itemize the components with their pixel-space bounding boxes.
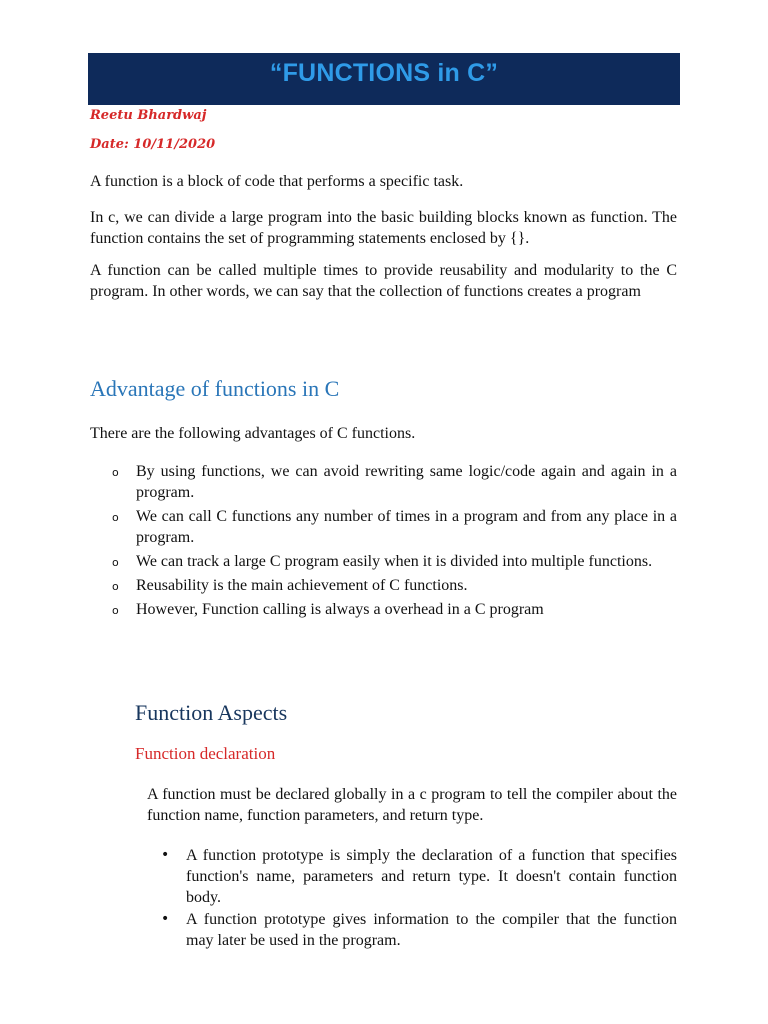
intro-paragraph-1: A function is a block of code that performs a specific task. (90, 173, 464, 190)
list-item: o However, Function calling is always a overhead in a C program (90, 599, 677, 620)
author-name: Reetu Bhardwaj (90, 108, 207, 123)
page-title: “FUNCTIONS in C” (269, 59, 499, 87)
circle-bullet-icon: o (112, 604, 119, 617)
list-item: o We can call C functions any number of times in a program and from any place in a program. (112, 508, 677, 546)
advantages-list (90, 461, 677, 623)
advantages-lead: There are the following advantages of C functions. (90, 425, 416, 442)
title-banner (88, 53, 680, 105)
list-item: o Reusability is the main achievement of C functions. (90, 575, 677, 596)
document-date: Date: 10/11/2020 (90, 137, 216, 152)
list-item: • A function prototype gives information to the compiler that the function may later be used in the program. (161, 911, 677, 949)
declaration-subheading: Function declaration (135, 744, 276, 763)
circle-bullet-icon: o (112, 466, 119, 479)
list-item: • A function prototype is simply the declaration of a function that specifies function's name, parameters and return type. It doesn't contain function body. (161, 847, 677, 906)
intro-paragraph-3: A function can be called multiple times to provide reusability and modularity to the C program. In other words, we can say that the collection of functions creates a program (90, 262, 677, 300)
dot-bullet-icon: • (161, 847, 170, 863)
aspects-heading: Function Aspects (135, 700, 288, 725)
intro-paragraph-2: In c, we can divide a large program into the basic building blocks known as function. The function contains the set of programming statements enclosed by {}. (90, 209, 677, 247)
dot-bullet-icon: • (161, 911, 170, 927)
circle-bullet-icon: o (112, 556, 119, 569)
advantages-heading: Advantage of functions in C (90, 376, 340, 401)
declaration-list (147, 845, 677, 952)
list-item: o We can track a large C program easily when it is divided into multiple functions. (90, 551, 677, 572)
circle-bullet-icon: o (112, 511, 119, 524)
circle-bullet-icon: o (112, 580, 119, 593)
declaration-paragraph: A function must be declared globally in a c program to tell the compiler about the function name, function parameters, and return type. (147, 786, 677, 824)
list-item: o By using functions, we can avoid rewriting same logic/code again and again in a program. (112, 463, 677, 501)
